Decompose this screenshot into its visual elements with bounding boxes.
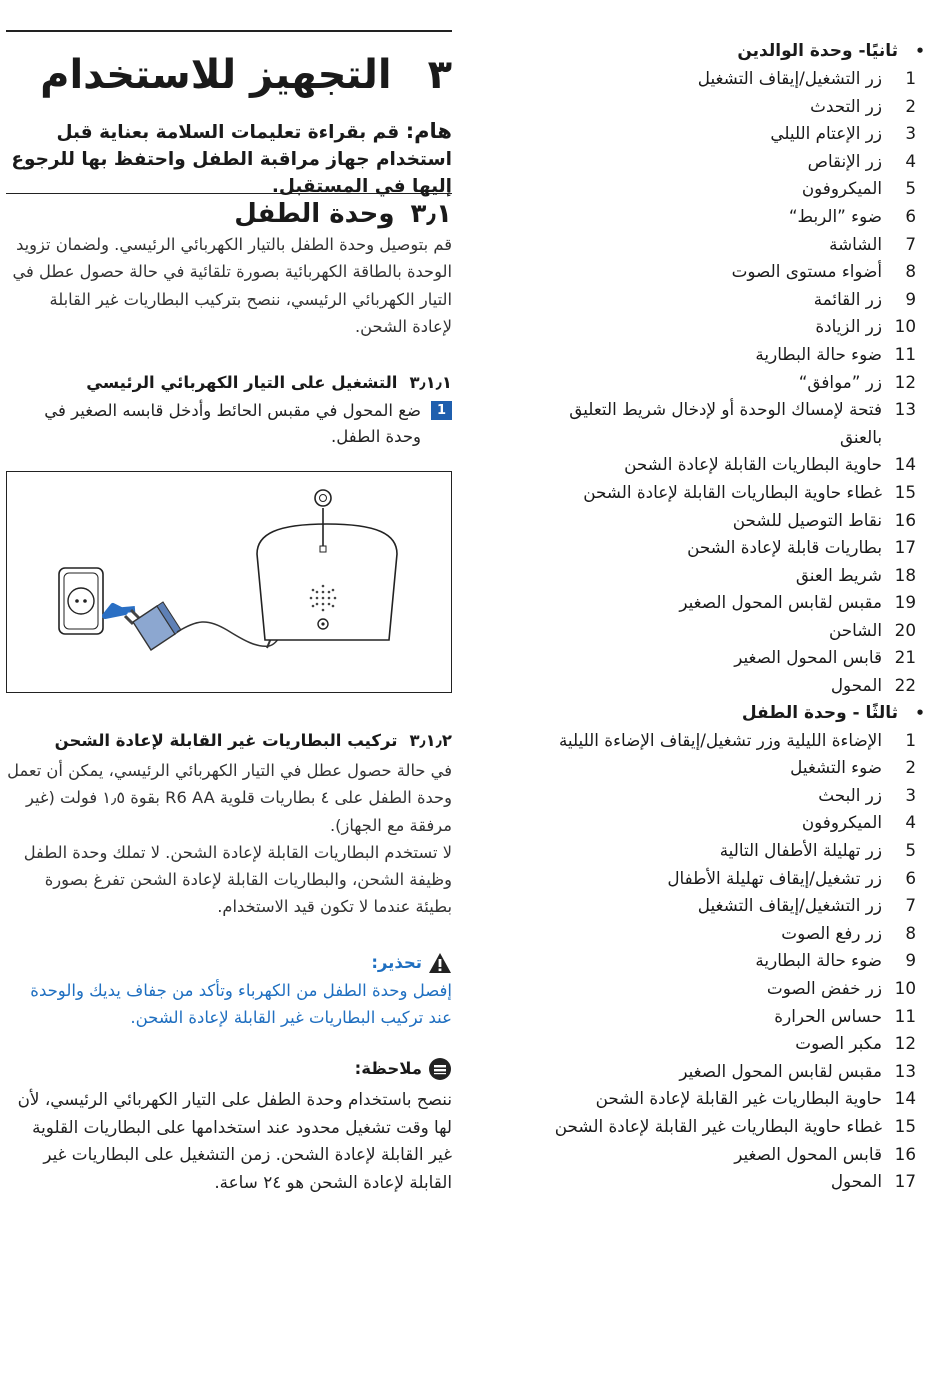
- item-number: 1: [905, 68, 916, 88]
- list-item: [470, 672, 942, 700]
- list-item: [470, 203, 942, 231]
- list-item: [470, 809, 942, 837]
- list-item: [470, 507, 942, 535]
- list-item: [470, 1085, 942, 1113]
- item-number: 13: [894, 399, 916, 420]
- item-number: 16: [894, 1143, 916, 1164]
- item-number: 10: [894, 978, 916, 998]
- note-heading: [355, 1057, 452, 1081]
- item-label: زر تشغيل/إيقاف تهليلة الأطفال: [667, 867, 882, 888]
- wall-socket-icon: [59, 568, 103, 634]
- item-number: 4: [905, 150, 916, 171]
- item-number: 13: [894, 1060, 916, 1081]
- item-label: ضوء ”الربط“: [788, 205, 882, 226]
- list-item: [470, 148, 942, 176]
- note-label: ملاحظة:: [354, 1059, 422, 1078]
- item-label: زر ”موافق“: [798, 371, 882, 392]
- list-item: [470, 782, 942, 810]
- bullet-icon: •: [915, 42, 925, 60]
- item-label: زر التشغيل/إيقاف التشغيل: [697, 68, 882, 88]
- list-item: [470, 396, 942, 424]
- item-label: الإضاءة الليلية وزر تشغيل/إيقاف الإضاءة الليلية: [558, 729, 882, 750]
- list-item: [470, 93, 942, 121]
- note-text: ننصح باستخدام وحدة الطفل على التيار الكهربائي الرئيسي، لأن لها وقت تشغيل محدود عند استخدامها على البطاريات القلوية غير القابلة لإعادة الشحن. زمن التشغيل على البطاريات غير القابلة لإعادة الشحن هو ٢٤ ساعة.: [17, 1089, 452, 1192]
- item-number: 5: [905, 840, 916, 861]
- item-label: مقبس لقابس المحول الصغير: [679, 1060, 882, 1081]
- item-label: زر التشغيل/إيقاف التشغيل: [697, 895, 882, 916]
- item-number: 5: [905, 178, 916, 199]
- item-label: زر الإعتام الليلي: [770, 123, 882, 144]
- chapter-title: التجهيز للاستخدام: [40, 52, 392, 98]
- item-number: 17: [894, 1171, 916, 1192]
- baby-unit-heading: [470, 700, 942, 727]
- list-item: [470, 479, 942, 507]
- list-item: [470, 1141, 942, 1169]
- important-text: قم بقراءة تعليمات السلامة بعناية قبل استخدام جهاز مراقبة الطفل واحتفظ بها للرجوع إليها في المستقبل.: [11, 122, 452, 197]
- item-label: زر البحث: [818, 784, 882, 805]
- item-number: 8: [905, 922, 916, 943]
- item-label: ضوء حالة البطارية: [755, 343, 882, 364]
- baby-unit-title: ثالثًا - وحدة الطفل: [741, 702, 898, 723]
- list-item: [470, 1113, 942, 1141]
- item-number: 7: [905, 895, 916, 916]
- right-column: [470, 38, 942, 1196]
- parent-unit-heading: [470, 38, 942, 65]
- item-number: 14: [894, 454, 916, 475]
- subsection-title: التشغيل على التيار الكهربائي الرئيسي: [86, 373, 398, 392]
- chapter-heading: [40, 48, 452, 102]
- list-item: [470, 175, 942, 203]
- item-label: زر تهليلة الأطفال التالية: [719, 840, 882, 861]
- item-label: زر الزيادة: [815, 316, 882, 337]
- item-label: المحول: [830, 675, 882, 696]
- list-item: [470, 1168, 942, 1196]
- baby-unit-parts-list: [470, 727, 942, 1196]
- item-label: ضوء حالة البطارية: [755, 950, 882, 971]
- item-number: 8: [905, 261, 916, 282]
- subsection-number: ٣٫١٫١: [409, 373, 452, 392]
- list-item: [470, 947, 942, 975]
- item-label: حاوية البطاريات غير القابلة لإعادة الشحن: [595, 1088, 882, 1109]
- warning-icon: [428, 952, 452, 974]
- subsection-number: ٣٫١٫٢: [409, 731, 452, 750]
- item-label: زر القائمة: [813, 288, 882, 309]
- item-number: 17: [894, 537, 916, 558]
- item-label: الشاشة: [829, 233, 882, 254]
- item-label: الميكروفون: [801, 812, 882, 833]
- item-number: 22: [894, 675, 916, 696]
- battery-paragraph-2: لا تستخدم البطاريات القابلة لإعادة الشحن. لا تملك وحدة الطفل وظيفة الشحن، والبطاريات القابلة لإعادة الشحن تفرغ بصورة بطيئة عندما لا تكون قيد الاستخدام.: [23, 842, 452, 917]
- subsection-heading-mains: [86, 371, 452, 395]
- item-number: 7: [905, 233, 916, 254]
- baby-unit-adapter-illustration: [7, 472, 451, 692]
- item-label: الشاحن: [828, 619, 882, 640]
- list-item: [470, 120, 942, 148]
- item-label: زر التحدث: [810, 95, 882, 116]
- list-item: [470, 837, 942, 865]
- item-label: غطاء حاوية البطاريات غير القابلة لإعادة الشحن: [554, 1115, 882, 1136]
- item-number: 20: [894, 619, 916, 640]
- list-item: [470, 975, 942, 1003]
- step-number-badge: 1: [431, 401, 452, 420]
- baby-unit-icon: [257, 490, 397, 640]
- item-number: 14: [894, 1088, 916, 1109]
- item-label: حساس الحرارة: [774, 1005, 882, 1026]
- list-item: [470, 258, 942, 286]
- list-item: [470, 562, 942, 590]
- item-label: الميكروفون: [801, 178, 882, 199]
- illustration-frame: [6, 471, 452, 693]
- item-label: نقاط التوصيل للشحن: [732, 509, 882, 530]
- important-notice: [6, 118, 452, 200]
- list-item: [470, 451, 942, 479]
- item-label: ضوء التشغيل: [790, 757, 882, 778]
- item-number: 2: [905, 757, 916, 778]
- list-item: [470, 920, 942, 948]
- item-label: حاوية البطاريات القابلة لإعادة الشحن: [624, 454, 882, 475]
- item-number: 3: [905, 784, 916, 805]
- item-number: 9: [905, 288, 916, 309]
- battery-paragraphs: [6, 757, 452, 921]
- battery-paragraph-1: في حالة حصول عطل في التيار الكهربائي الرئيسي، يمكن أن تعمل وحدة الطفل على ٤ بطاريات قلوية R6 AA بقوة ١٫٥ فولت (غير مرفقة مع الجهاز).: [7, 761, 452, 835]
- section-title: وحدة الطفل: [234, 199, 395, 229]
- list-item: [470, 369, 942, 397]
- subsection-heading-batteries: [55, 729, 452, 753]
- caution-label: تحذير:: [371, 953, 422, 972]
- item-number: 6: [905, 867, 916, 888]
- list-item: [470, 534, 942, 562]
- chapter-number: ٣: [427, 52, 452, 98]
- parent-unit-parts-list: [470, 65, 942, 700]
- list-item: [470, 1003, 942, 1031]
- step-text: ضع المحول في مقبس الحائط وأدخل قابسه الصغير في وحدة الطفل.: [44, 401, 421, 446]
- item-number: 6: [905, 205, 916, 226]
- item-label: فتحة لإمساك الوحدة أو لإدخال شريط التعليق: [569, 399, 882, 420]
- item-number: 19: [894, 592, 916, 613]
- item-label: قابس المحول الصغير: [734, 1143, 882, 1164]
- list-item: [470, 65, 942, 93]
- section-heading: [234, 196, 452, 232]
- item-number: 3: [905, 123, 916, 144]
- item-number: 15: [894, 1115, 916, 1136]
- item-number: 12: [894, 371, 916, 392]
- subsection-title: تركيب البطاريات غير القابلة لإعادة الشحن: [54, 731, 398, 750]
- parent-unit-title: ثانيًا- وحدة الوالدين: [737, 41, 898, 61]
- top-rule: [6, 30, 452, 32]
- list-item: [470, 892, 942, 920]
- section-paragraph: قم بتوصيل وحدة الطفل بالتيار الكهربائي الرئيسي. ولضمان تزويد الوحدة بالطاقة الكهربائية بصورة تلقائية في حالة حصول عطل في التيار الكهربائي الرئيسي، ننصح بتركيب البطاريات غير القابلة لإعادة الشحن.: [12, 235, 452, 336]
- section-number: ٣٫١: [410, 199, 452, 229]
- item-number: 2: [905, 95, 916, 116]
- item-number: 10: [894, 316, 916, 337]
- list-item: [470, 313, 942, 341]
- item-label: بطاريات قابلة لإعادة الشحن: [687, 537, 882, 558]
- list-item: [470, 231, 942, 259]
- item-number: 18: [894, 564, 916, 585]
- item-number: 16: [894, 509, 916, 530]
- item-label: زر رفع الصوت: [781, 922, 882, 943]
- list-item: [470, 617, 942, 645]
- item-label: غطاء حاوية البطاريات القابلة لإعادة الشحن: [583, 481, 882, 502]
- important-label: هام:: [405, 119, 452, 143]
- item-number: 4: [905, 812, 916, 833]
- item-label: شريط العنق: [795, 564, 882, 585]
- item-label: زر الإنقاص: [807, 150, 882, 171]
- list-item: [470, 1058, 942, 1086]
- item-number: 15: [894, 481, 916, 502]
- item-number: 9: [905, 950, 916, 971]
- list-item: [470, 754, 942, 782]
- item-number: 11: [894, 1005, 916, 1026]
- list-item: [470, 727, 942, 755]
- list-item: [470, 865, 942, 893]
- caution-text: إفصل وحدة الطفل من الكهرباء وتأكد من جفاف يديك والوحدة عند تركيب البطاريات غير القابلة لإعادة الشحن.: [30, 981, 452, 1028]
- item-label: زر خفض الصوت: [766, 978, 882, 998]
- item-label: المحول: [830, 1171, 882, 1192]
- item-number: 21: [894, 647, 916, 668]
- note-icon: [428, 1057, 452, 1081]
- list-item: [470, 1030, 942, 1058]
- bullet-icon: •: [915, 703, 925, 722]
- item-label: مكبر الصوت: [795, 1033, 882, 1054]
- list-item: [470, 644, 942, 672]
- list-item: [470, 286, 942, 314]
- item-label: أضواء مستوى الصوت: [731, 261, 882, 282]
- item-number: 12: [894, 1033, 916, 1054]
- item-label: مقبس لقابس المحول الصغير: [679, 592, 882, 613]
- item-label-continuation: بالعنق: [839, 426, 882, 447]
- item-label: قابس المحول الصغير: [734, 647, 882, 668]
- step-1: [6, 398, 452, 450]
- item-number: 11: [894, 343, 916, 364]
- caution-heading: [371, 951, 452, 975]
- item-number: 1: [905, 729, 916, 750]
- list-item: [470, 341, 942, 369]
- list-item: [470, 589, 942, 617]
